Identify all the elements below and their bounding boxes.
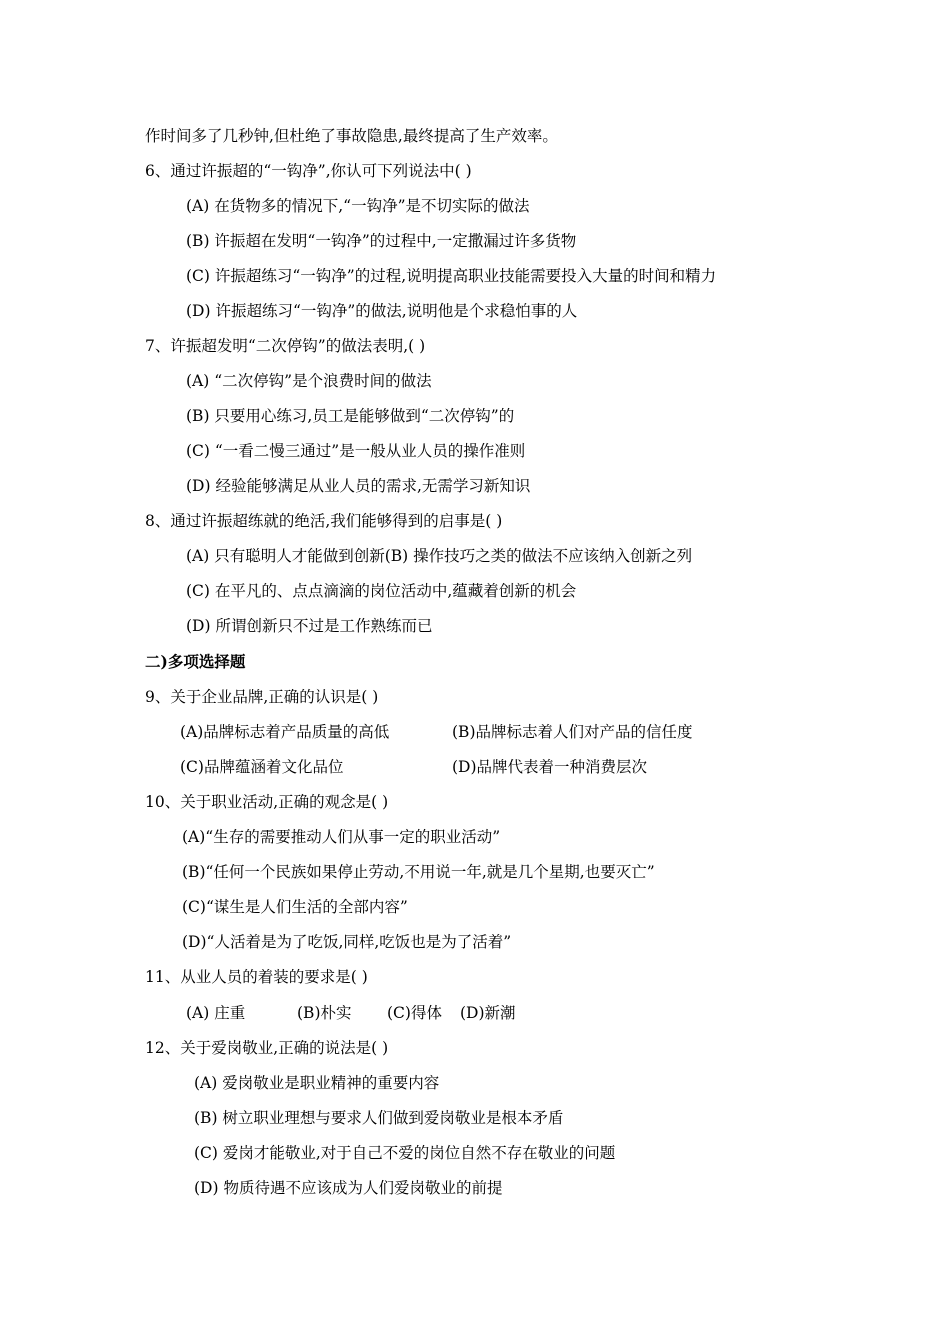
question-9-option-a: (A)品牌标志着产品质量的高低 [180, 723, 390, 741]
intro-line: 作时间多了几秒钟,但杜绝了事故隐患,最终提高了生产效率。 [145, 127, 558, 145]
question-6-option-a: (A) 在货物多的情况下,“一钩净”是不切实际的做法 [186, 197, 530, 215]
question-9-option-d: (D)品牌代表着一种消费层次 [452, 758, 648, 776]
question-7-option-b: (B) 只要用心练习,员工是能够做到“二次停钩”的 [186, 407, 515, 425]
question-6-stem: 6、通过许振超的“一钩净”,你认可下列说法中( ) [145, 162, 472, 180]
question-6-option-c: (C) 许振超练习“一钩净”的过程,说明提高职业技能需要投入大量的时间和精力 [186, 267, 717, 285]
question-12-stem: 12、关于爱岗敬业,正确的说法是( ) [145, 1039, 389, 1057]
question-12-option-d: (D) 物质待遇不应该成为人们爱岗敬业的前提 [194, 1179, 503, 1197]
question-10-stem: 10、关于职业活动,正确的观念是( ) [145, 793, 389, 811]
question-9-stem: 9、关于企业品牌,正确的认识是( ) [145, 688, 379, 706]
question-10-option-c: (C)“谋生是人们生活的全部内容” [182, 898, 408, 916]
question-10-option-b: (B)“任何一个民族如果停止劳动,不用说一年,就是几个星期,也要灭亡” [182, 863, 655, 881]
question-8-option-d: (D) 所谓创新只不过是工作熟练而已 [186, 617, 433, 635]
question-8-option-ab: (A) 只有聪明人才能做到创新(B) 操作技巧之类的做法不应该纳入创新之列 [186, 547, 693, 565]
question-11-option-d: (D)新潮 [460, 1004, 516, 1022]
question-6-option-d: (D) 许振超练习“一钩净”的做法,说明他是个求稳怕事的人 [186, 302, 578, 320]
question-10-option-d: (D)“人活着是为了吃饭,同样,吃饭也是为了活着” [182, 933, 512, 951]
question-11-option-b: (B)朴实 [297, 1004, 352, 1022]
question-8-option-c: (C) 在平凡的、点点滴滴的岗位活动中,蕴藏着创新的机会 [186, 582, 577, 600]
question-6-option-b: (B) 许振超在发明“一钩净”的过程中,一定撒漏过许多货物 [186, 232, 577, 250]
question-8-stem: 8、通过许振超练就的绝活,我们能够得到的启事是( ) [145, 512, 503, 530]
question-12-option-b: (B) 树立职业理想与要求人们做到爱岗敬业是根本矛盾 [194, 1109, 564, 1127]
question-11-option-c: (C)得体 [387, 1004, 442, 1022]
section-2-title: 二)多项选择题 [145, 652, 246, 671]
question-11-stem: 11、从业人员的着装的要求是( ) [145, 968, 368, 986]
question-7-stem: 7、许振超发明“二次停钩”的做法表明,( ) [145, 337, 426, 355]
question-12-option-c: (C) 爱岗才能敬业,对于自己不爱的岗位自然不存在敬业的问题 [194, 1144, 616, 1162]
question-7-option-a: (A) “二次停钩”是个浪费时间的做法 [186, 372, 432, 390]
question-7-option-d: (D) 经验能够满足从业人员的需求,无需学习新知识 [186, 477, 531, 495]
question-10-option-a: (A)“生存的需要推动人们从事一定的职业活动” [182, 828, 501, 846]
question-11-option-a: (A) 庄重 [186, 1004, 246, 1022]
question-7-option-c: (C) “一看二慢三通过”是一般从业人员的操作准则 [186, 442, 526, 460]
question-12-option-a: (A) 爱岗敬业是职业精神的重要内容 [194, 1074, 440, 1092]
question-9-option-b: (B)品牌标志着人们对产品的信任度 [452, 723, 693, 741]
question-9-option-c: (C)品牌蕴涵着文化品位 [180, 758, 344, 776]
